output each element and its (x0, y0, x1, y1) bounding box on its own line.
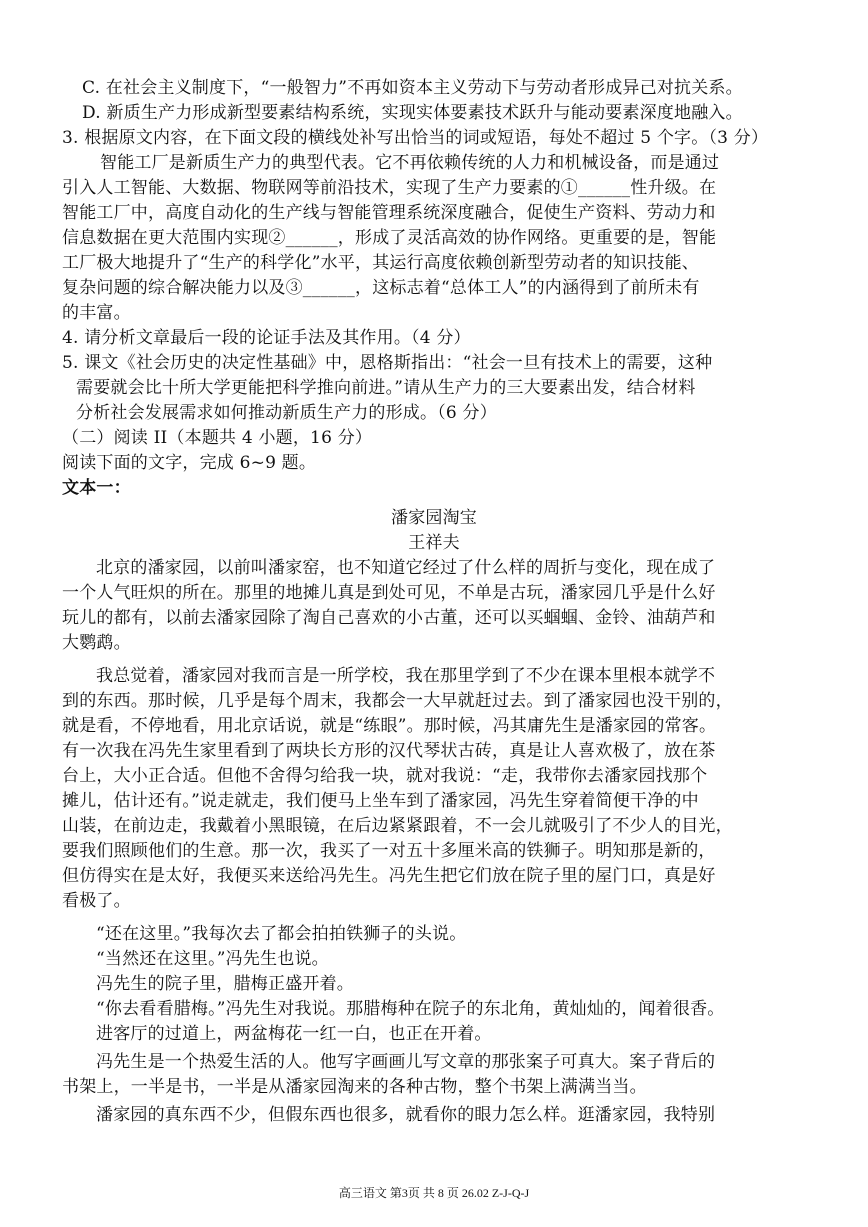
article-line: 冯先生是一个热爱生活的人。他写字画画儿写文章的那张案子可真大。案子背后的 (96, 1052, 716, 1072)
article-line: 潘家园的真东西不少，但假东西也很多，就看你的眼力怎么样。逛潘家园，我特别 (96, 1105, 716, 1125)
option-d: D. 新质生产力形成新型要素结构系统，实现实体要素技术跃升与能动要素深度地融入。 (82, 103, 743, 123)
article-line: 台上，大小正合适。但他不舍得匀给我一块，就对我说：“走，我带你去潘家园找那个 (62, 766, 708, 786)
section-heading: （二）阅读 II（本题共 4 小题，16 分） (62, 428, 373, 448)
page-footer: 高三语文 第3页 共 8 页 26.02 Z-J-Q-J (338, 1186, 530, 1200)
article-author: 王祥夫 (408, 533, 460, 553)
article-line: 山装，在前边走，我戴着小黑眼镜，在后边紧紧跟着，不一会儿就吸引了不少人的目光， (62, 816, 733, 836)
article-line: 书架上，一半是书，一半是从潘家园淘来的各种古物，整个书架上满满当当。 (62, 1077, 647, 1097)
article-line: 玩儿的都有，以前去潘家园除了淘自己喜欢的小古董，还可以买蝈蝈、金铃、油葫芦和 (62, 608, 716, 628)
q3-stem: 3. 根据原文内容，在下面文段的横线处补写出恰当的词或短语，每处不超过 5 个字。（3 分） (62, 128, 769, 148)
article-line: 北京的潘家园，以前叫潘家窑，也不知道它经过了什么样的周折与变化，现在成了 (96, 558, 716, 578)
q3-paragraph-line: 智能工厂是新质生产力的典型代表。它不再依赖传统的人力和机械设备，而是通过 (100, 153, 720, 173)
article-line: 冯先生的院子里，腊梅正盛开着。 (96, 974, 354, 994)
article-line: “还在这里。”我每次去了都会拍拍铁狮子的头说。 (96, 924, 467, 944)
q5-stem-line: 5. 课文《社会历史的决定性基础》中，恩格斯指出：“社会一旦有技术上的需要，这种 (62, 353, 713, 373)
article-line: 但仿得实在是太好，我便买来送给冯先生。冯先生把它们放在院子里的屋门口，真是好 (62, 866, 716, 886)
q4-stem: 4. 请分析文章最后一段的论证手法及其作用。（4 分） (62, 328, 471, 348)
article-line: 看极了。 (62, 891, 131, 911)
q3-paragraph-line: 引入人工智能、大数据、物联网等前沿技术，实现了生产力要素的①______性升级。在 (62, 178, 717, 198)
article-title: 潘家园淘宝 (391, 508, 477, 528)
q3-paragraph-line: 信息数据在更大范围内实现②______，形成了灵活高效的协作网络。更重要的是，智能 (62, 228, 717, 248)
article-line: 有一次我在冯先生家里看到了两块长方形的汉代琴状古砖，真是让人喜欢极了，放在茶 (62, 741, 716, 761)
article-line: 一个人气旺炽的所在。那里的地摊儿真是到处可见，不单是古玩，潘家园几乎是什么好 (62, 583, 716, 603)
article-line: “你去看看腊梅。”冯先生对我说。那腊梅种在院子的东北角，黄灿灿的，闻着很香。 (96, 999, 725, 1019)
article-line: 到的东西。那时候，几乎是每个周末，我都会一大早就赶过去。到了潘家园也没干别的， (62, 691, 733, 711)
text-label: 文本一： (62, 478, 131, 498)
article-line: 就是看，不停地看，用北京话说，就是“练眼”。那时候，冯其庸先生是潘家园的常客。 (62, 716, 717, 736)
article-line: 大鹦鹉。 (62, 633, 131, 653)
article-line: 进客厅的过道上，两盆梅花一红一白，也正在开着。 (96, 1024, 492, 1044)
q5-stem-line: 分析社会发展需求如何推动新质生产力的形成。（6 分） (76, 403, 497, 423)
q3-paragraph-line: 智能工厂中，高度自动化的生产线与智能管理系统深度融合，促使生产资料、劳动力和 (62, 203, 716, 223)
article-line: 摊儿，估计还有。”说走就走，我们便马上坐车到了潘家园，冯先生穿着简便干净的中 (62, 791, 699, 811)
option-c: C. 在社会主义制度下，“一般智力”不再如资本主义劳动下与劳动者形成异己对抗关系。 (82, 78, 743, 98)
q3-paragraph-line: 工厂极大地提升了“生产的科学化”水平，其运行高度依赖创新型劳动者的知识技能、 (62, 253, 699, 273)
article-line: 要我们照顾他们的生意。那一次，我买了一对五十多厘米高的铁狮子。明知那是新的， (62, 841, 716, 861)
section-instruction: 阅读下面的文字，完成 6~9 题。 (62, 453, 317, 473)
q3-paragraph-line: 的丰富。 (62, 303, 131, 323)
article-line: 我总觉着，潘家园对我而言是一所学校，我在那里学到了不少在课本里根本就学不 (96, 666, 716, 686)
q3-paragraph-line: 复杂问题的综合解决能力以及③______，这标志着“总体工人”的内涵得到了前所未有 (62, 278, 700, 298)
q5-stem-line: 需要就会比十所大学更能把科学推向前进。”请从生产力的三大要素出发，结合材料 (76, 378, 696, 398)
article-line: “当然还在这里。”冯先生也说。 (96, 949, 329, 969)
